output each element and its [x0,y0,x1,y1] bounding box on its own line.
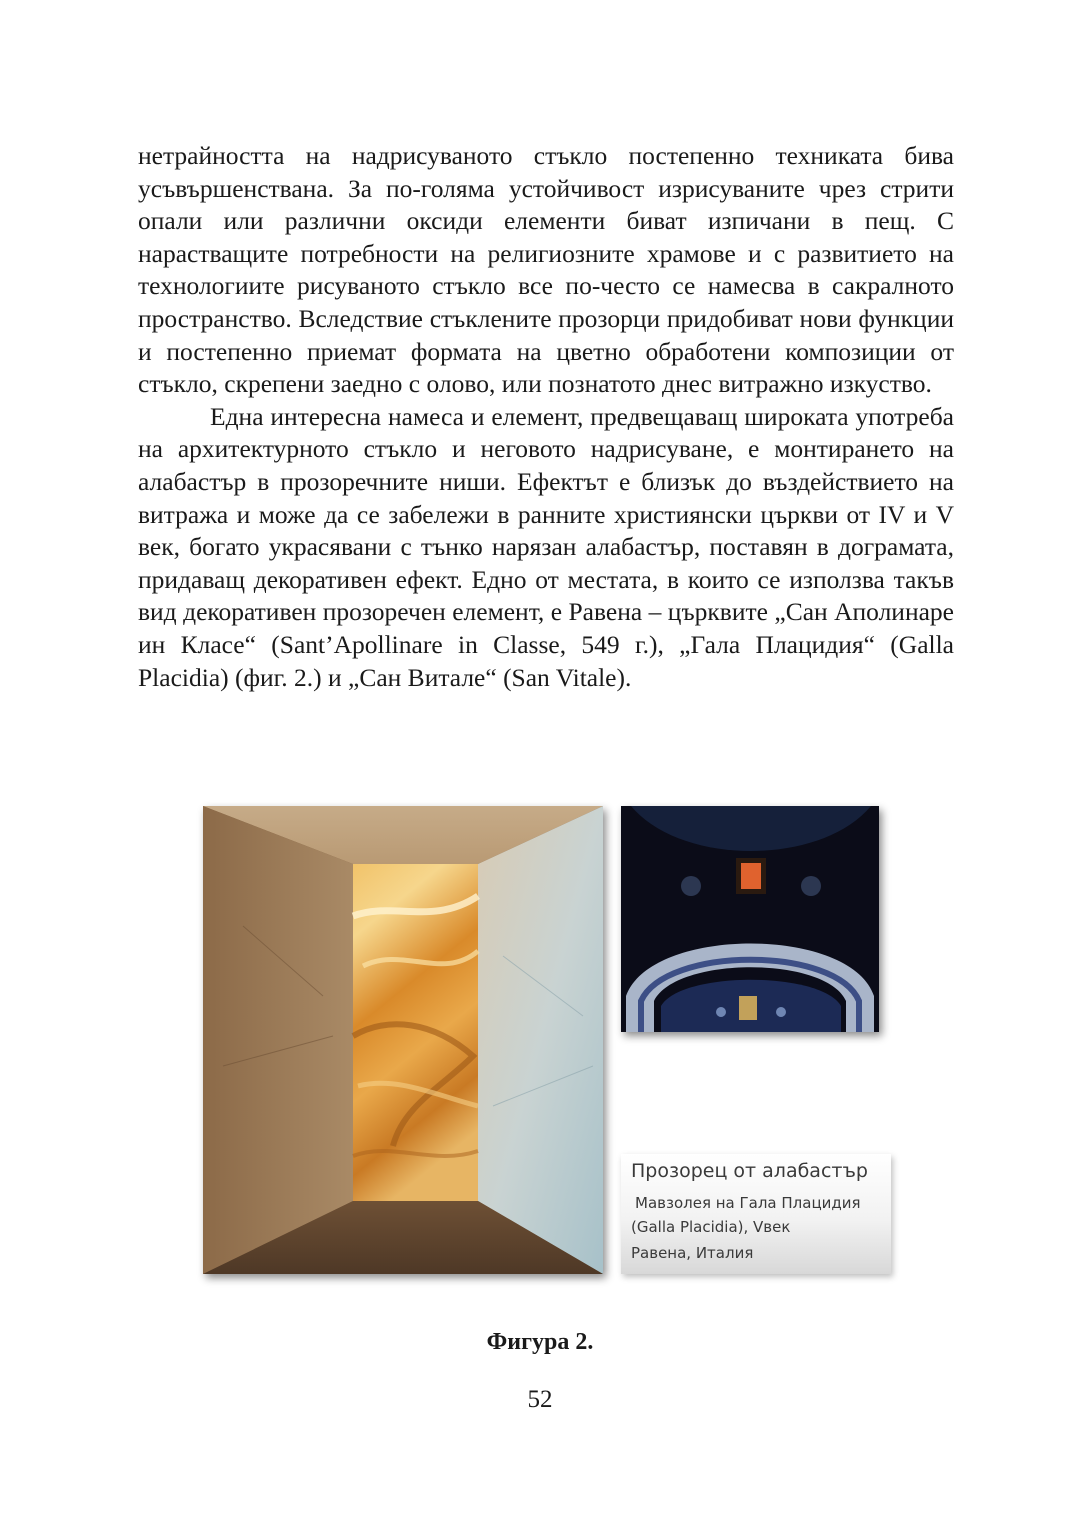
page-number: 52 [527,1386,553,1413]
figure-label: Фигура 2. [486,1329,594,1355]
body-text [138,140,954,694]
caption-line-3: Равена, Италия [631,1244,754,1262]
paragraph-2: Една интересна намеса и елемент, предвещаващ широката употреба на архитектурното стъкло и неговото надрисуване, е монтирането на алабастър в прозоречните ниши. Ефектът е близък до въздействието на витража и може да се забележи в ранните християнски църкви от IV и V век, богато украсявани с тънко нарязан алабастър, поставян в дограмата, придаващ декоративен ефект. Едно от местата, в които се използва такъв вид декоративен прозоречен елемент, е Равена – църквите „Сан Аполинаре ин Класе“ (Sant’Apollinare in Classe, 549 г.), „Гала Плацидия“ (Galla Placidia) (фиг. 2.) и „Сан Витале“ (San Vitale). [138,401,954,692]
caption-title: Прозорец от алабастър [631,1160,868,1182]
figure-2 [203,806,893,1276]
paragraph-1: нетрайността на надрисуваното стъкло постепенно техниката бива усъвършенствана. За по-голяма устойчивост изрисуваните чрез стрити опали или различни оксиди елементи биват изпичани в пещ. С нарастващите потребности на религиозните храмове и с развитието на технологиите рисуваното стъкло все по-често се намесва в сакралното пространство. Вследствие стъклените прозорци придобиват нови функции и постепенно приемат формата на цветно обработени композиции от стъкло, скрепени заедно с олово, или познатото днес витражно изкуство. [138,141,954,399]
mausoleum-interior-photo [621,806,879,1032]
alabaster-window-photo [203,806,603,1274]
caption-line-1: Мавзолея на Гала Плацидия [635,1194,861,1212]
figure-caption-box [621,1154,891,1274]
caption-line-2: (Galla Placidia), Vвек [631,1218,791,1236]
